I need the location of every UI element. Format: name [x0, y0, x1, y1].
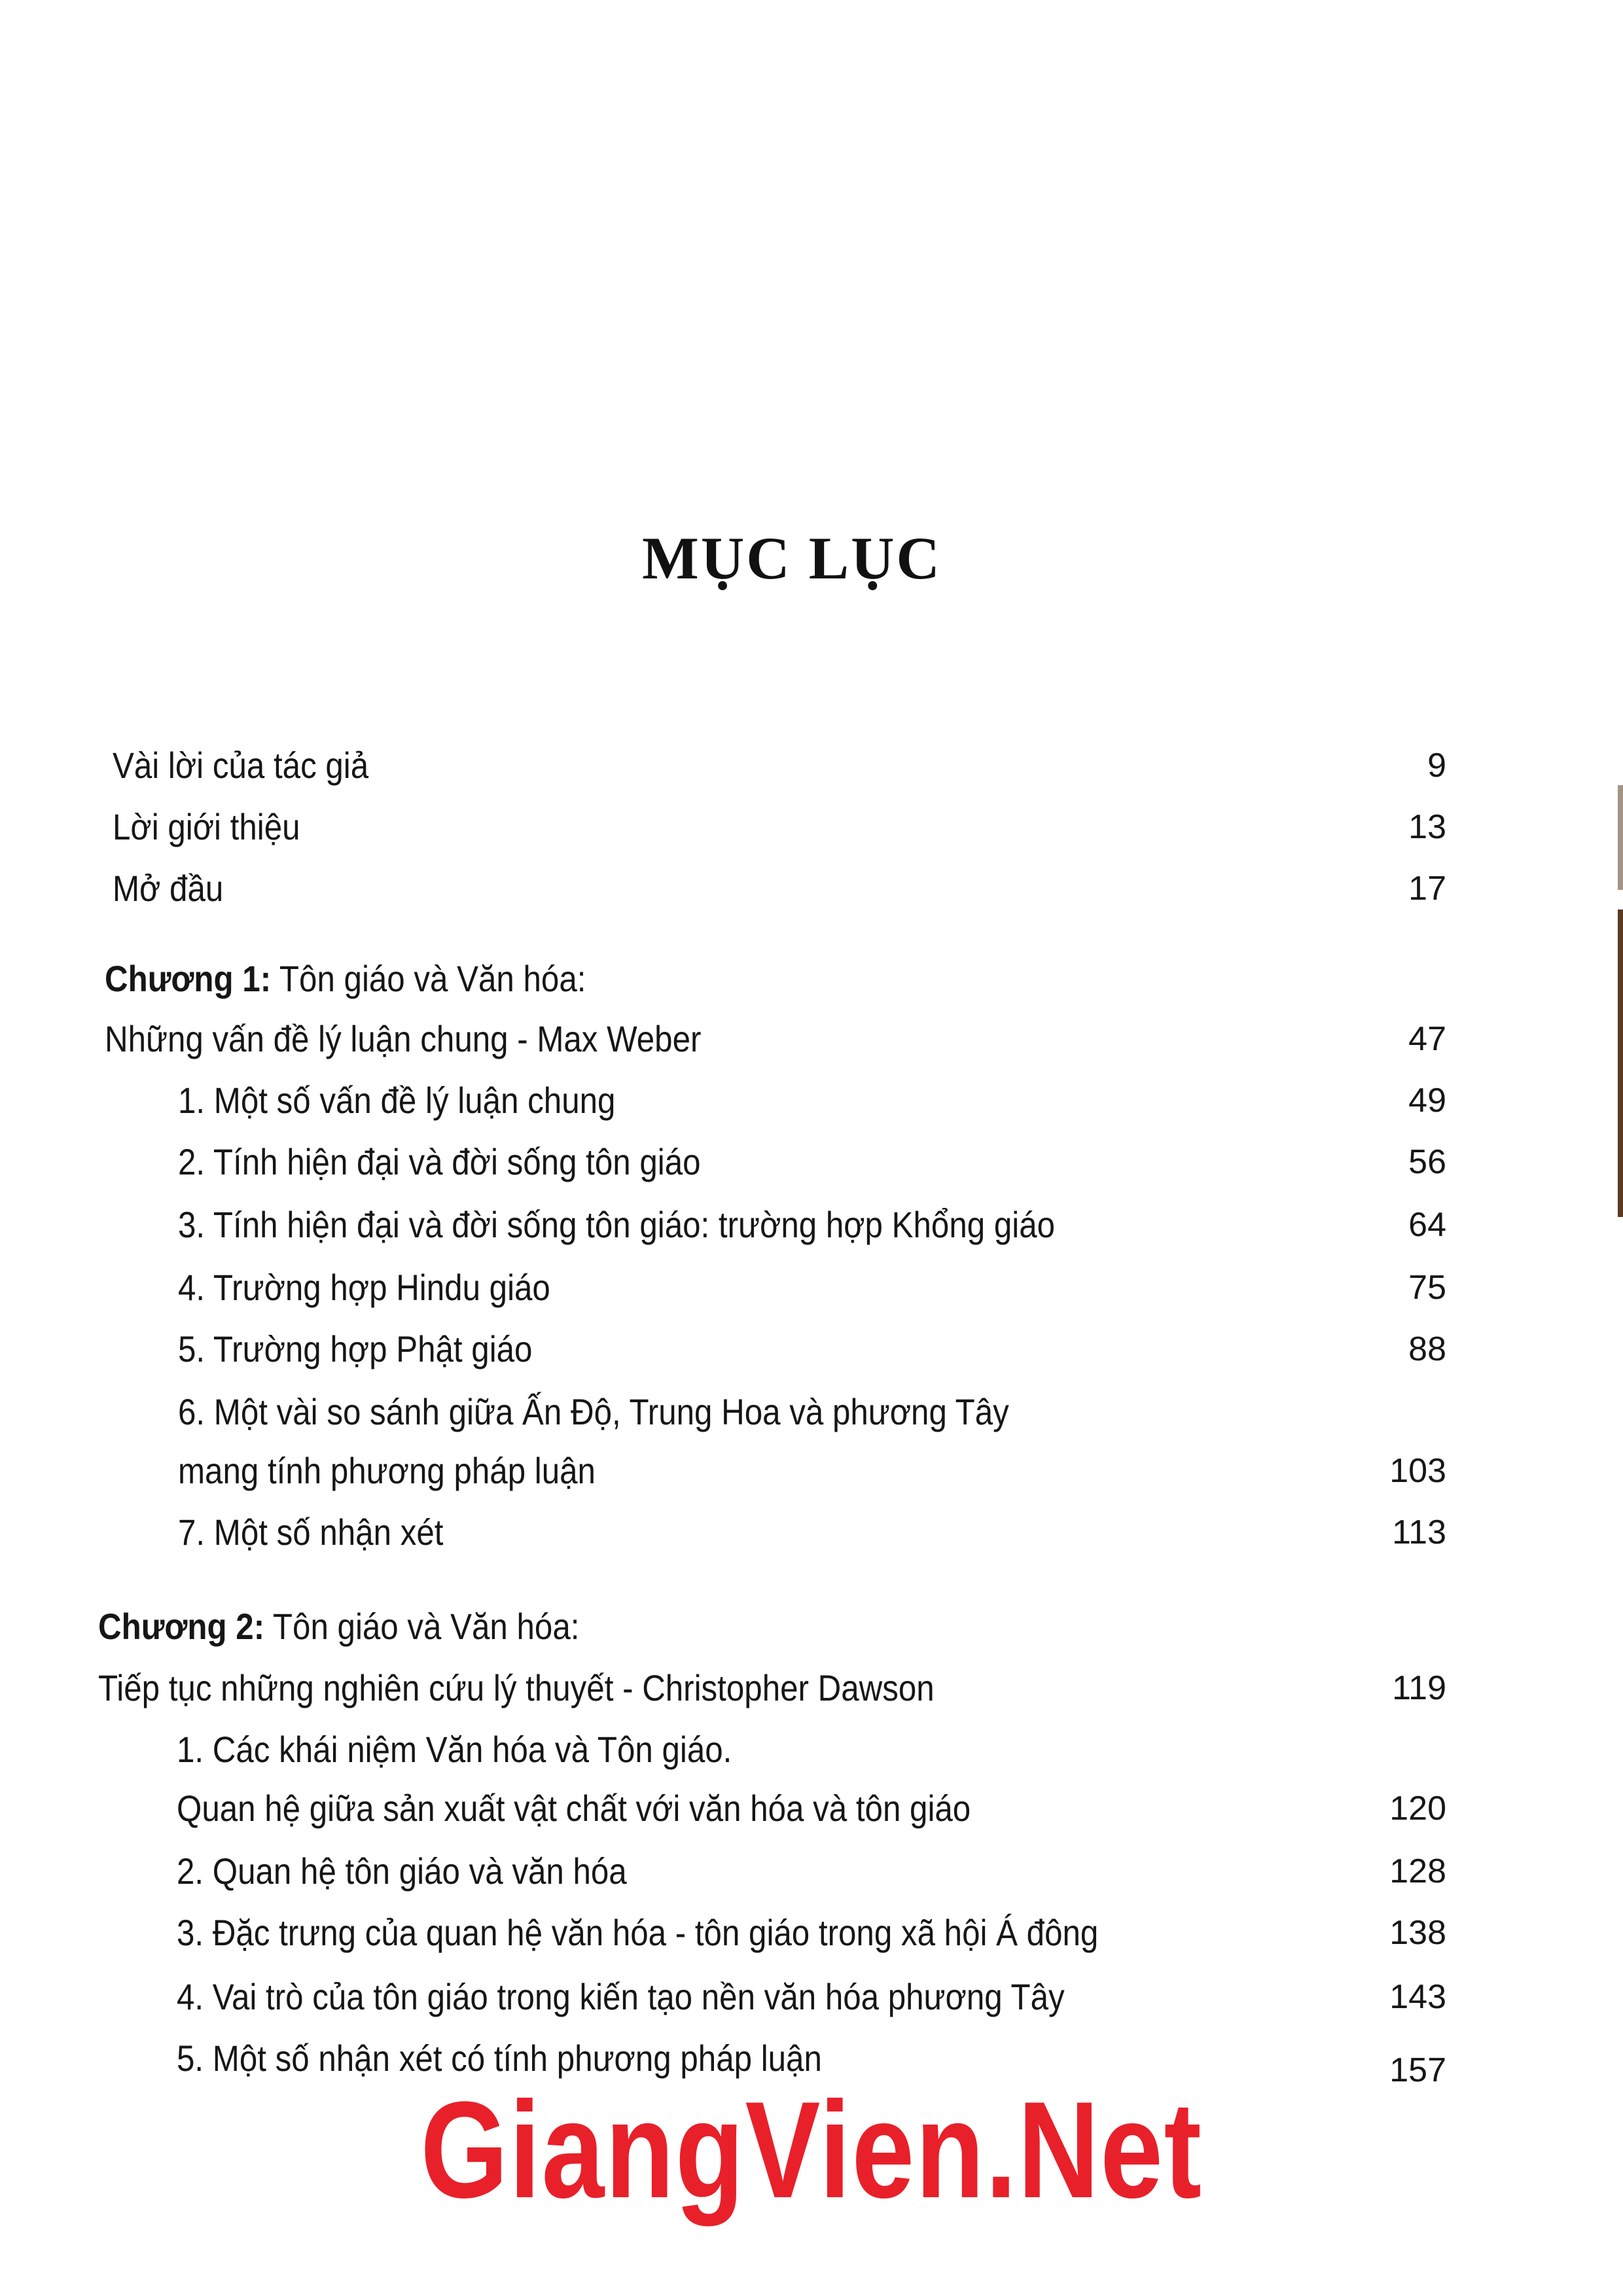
- toc-entry-page: 128: [1389, 1852, 1446, 1890]
- toc-entry-page: 17: [1408, 870, 1446, 908]
- toc-entry-page: 103: [1389, 1452, 1446, 1490]
- toc-entry: [0, 1136, 1623, 1188]
- toc-entry: [0, 1323, 1623, 1375]
- watermark-logo: GiangVien.Net: [420, 2073, 1203, 2227]
- toc-entry-text: 5. Trường hợp Phật giáo: [178, 1328, 533, 1369]
- toc-entry-text: mang tính phương pháp luận: [178, 1450, 596, 1491]
- toc-entry-page: 13: [1408, 808, 1446, 846]
- scan-edge-mark: [1618, 910, 1623, 1217]
- toc-entry-page: 113: [1392, 1513, 1446, 1551]
- toc-entry-page: 119: [1392, 1669, 1446, 1707]
- chapter-2-subtitle: Tiếp tục những nghiên cứu lý thuyết - Christopher Dawson: [98, 1667, 935, 1708]
- chapter-1-title: Tôn giáo và Văn hóa:: [279, 958, 586, 999]
- toc-entry-text: 2. Tính hiện đại và đời sống tôn giáo: [178, 1141, 701, 1182]
- toc-entry-page: 138: [1389, 1914, 1446, 1952]
- chapter-1-subtitle: Những vấn đề lý luận chung - Max Weber: [105, 1018, 702, 1059]
- toc-entry-page: 64: [1408, 1206, 1446, 1244]
- toc-entry: [0, 1782, 1623, 1835]
- toc-entry-text: Mở đầu: [113, 868, 224, 909]
- toc-entry: [0, 1445, 1623, 1497]
- toc-entry-text: 7. Một số nhận xét: [178, 1511, 444, 1553]
- chapter-1-heading: [0, 953, 1623, 1005]
- toc-entry-text: Lời giới thiệu: [113, 806, 300, 847]
- toc-entry-page: 9: [1427, 747, 1446, 785]
- toc-entry-text: Vài lời của tác giả: [113, 745, 369, 786]
- toc-entry: [0, 1845, 1623, 1898]
- page-title: MỤC LỤC: [642, 525, 942, 592]
- toc-entry-page: 75: [1408, 1269, 1446, 1307]
- toc-entry-text: Quan hệ giữa sản xuất vật chất với văn hóa và tôn giáo: [177, 1788, 971, 1829]
- chapter-2-subtitle-row: [0, 1662, 1623, 1714]
- toc-entry-page: 157: [1389, 2051, 1446, 2089]
- toc-entry: [0, 1386, 1623, 1438]
- toc-entry: [0, 1907, 1623, 1959]
- toc-entry: [0, 1262, 1623, 1314]
- toc-entry-text: 3. Tính hiện đại và đời sống tôn giáo: trường hợp Khổng giáo: [178, 1204, 1056, 1245]
- toc-entry-page: 88: [1408, 1330, 1446, 1368]
- chapter-2-label: Chương 2:: [98, 1606, 265, 1647]
- toc-entry-text: 5. Một số nhận xét có tính phương pháp luận: [177, 2038, 822, 2079]
- toc-entry-text: 4. Vai trò của tôn giáo trong kiến tạo nền văn hóa phương Tây: [177, 1976, 1065, 2017]
- toc-entry-text: 3. Đặc trưng của quan hệ văn hóa - tôn giáo trong xã hội Á đông: [177, 1912, 1099, 1953]
- toc-entry: [0, 739, 1623, 792]
- toc-entry-page: 47: [1408, 1020, 1446, 1058]
- toc-entry-text: 4. Trường hợp Hindu giáo: [178, 1267, 550, 1308]
- toc-entry-page: 143: [1389, 1978, 1446, 2016]
- toc-entry: [0, 1723, 1623, 1776]
- chapter-2-heading: [0, 1600, 1623, 1653]
- toc-entry: [0, 1506, 1623, 1559]
- toc-entry-text: 1. Một số vấn đề lý luận chung: [178, 1080, 616, 1121]
- toc-entry-text: 6. Một vài so sánh giữa Ấn Độ, Trung Hoa và phương Tây: [178, 1391, 1009, 1432]
- toc-entry: [0, 1971, 1623, 2023]
- toc-entry-text: 1. Các khái niệm Văn hóa và Tôn giáo.: [177, 1729, 732, 1770]
- chapter-2-title: Tôn giáo và Văn hóa:: [272, 1606, 580, 1647]
- chapter-1-label: Chương 1:: [105, 958, 272, 999]
- toc-entry: [0, 1199, 1623, 1251]
- toc-entry: [0, 1074, 1623, 1127]
- toc-entry: [0, 801, 1623, 853]
- scan-edge-mark: [1618, 785, 1623, 890]
- toc-entry: [0, 862, 1623, 915]
- toc-entry-page: 120: [1389, 1790, 1446, 1828]
- toc-entry-page: 56: [1408, 1143, 1446, 1181]
- toc-entry-page: 49: [1408, 1082, 1446, 1120]
- toc-entry-text: 2. Quan hệ tôn giáo và văn hóa: [177, 1850, 627, 1892]
- chapter-1-subtitle-row: [0, 1013, 1623, 1065]
